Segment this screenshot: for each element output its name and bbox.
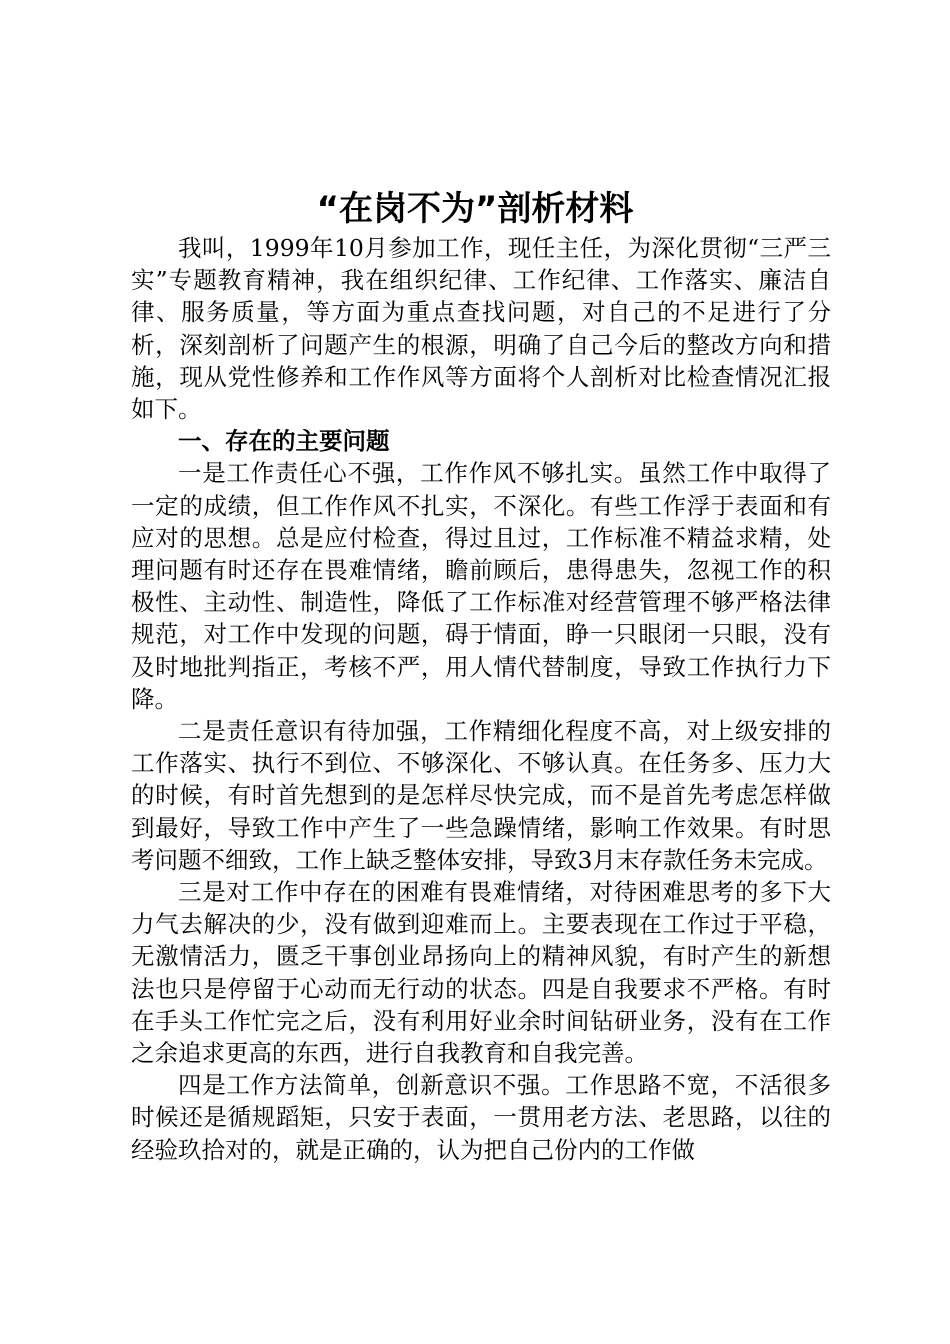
body-paragraph: 三是对工作中存在的困难有畏难情绪，对待困难思考的多下大力气去解决的少，没有做到迎难而上。主要表现在工作过于平稳，无激情活力，匮乏干事创业昂扬向上的精神风貌，有时产生的新想法也只是停留于心动而无行动的状态。四是自我要求不严格。有时在手头工作忙完之后，没有利用好业余时间钻研业务，没有在工作之余追求更高的东西，进行自我教育和自我完善。 bbox=[131, 878, 831, 1068]
section-heading: 一、存在的主要问题 bbox=[178, 427, 390, 456]
intro-paragraph: 我叫，1999年10月参加工作，现任主任，为深化贯彻“三严三实”专题教育精神，我在组织纪律、工作纪律、工作落实、廉洁自律、服务质量，等方面为重点查找问题，对自己的不足进行了分析，深刻剖析了问题产生的根源，明确了自己今后的整改方向和措施，现从党性修养和工作作风等方面将个人剖析对比检查情况汇报如下。 bbox=[131, 234, 831, 424]
document-body bbox=[131, 232, 831, 1166]
body-paragraph: 一是工作责任心不强，工作作风不够扎实。虽然工作中取得了一定的成绩，但工作作风不扎实，不深化。有些工作浮于表面和有应对的思想。总是应付检查，得过且过，工作标准不精益求精，处理问题有时还存在畏难情绪，瞻前顾后，患得患失，忽视工作的积极性、主动性、制造性，降低了工作标准对经营管理不够严格法律规范，对工作中发现的问题，碍于情面，睁一只眼闭一只眼，没有及时地批判指正，考核不严，用人情代替制度，导致工作执行力下降。 bbox=[131, 459, 831, 713]
body-paragraph: 四是工作方法简单，创新意识不强。工作思路不宽，不活很多时候还是循规蹈矩，只安于表面，一贯用老方法、老思路，以往的经验玖拾对的，就是正确的，认为把自己份内的工作做 bbox=[131, 1071, 831, 1164]
body-paragraph: 二是责任意识有待加强，工作精细化程度不高，对上级安排的工作落实、执行不到位、不够深化、不够认真。在任务多、压力大的时候，有时首先想到的是怎样尽快完成，而不是首先考虑怎样做到最好，导致工作中产生了一些急躁情绪，影响工作效果。有时思考问题不细致，工作上缺乏整体安排，导致3月末存款任务未完成。 bbox=[131, 717, 831, 874]
document-title: “在岗不为”剖析材料 bbox=[316, 189, 634, 229]
